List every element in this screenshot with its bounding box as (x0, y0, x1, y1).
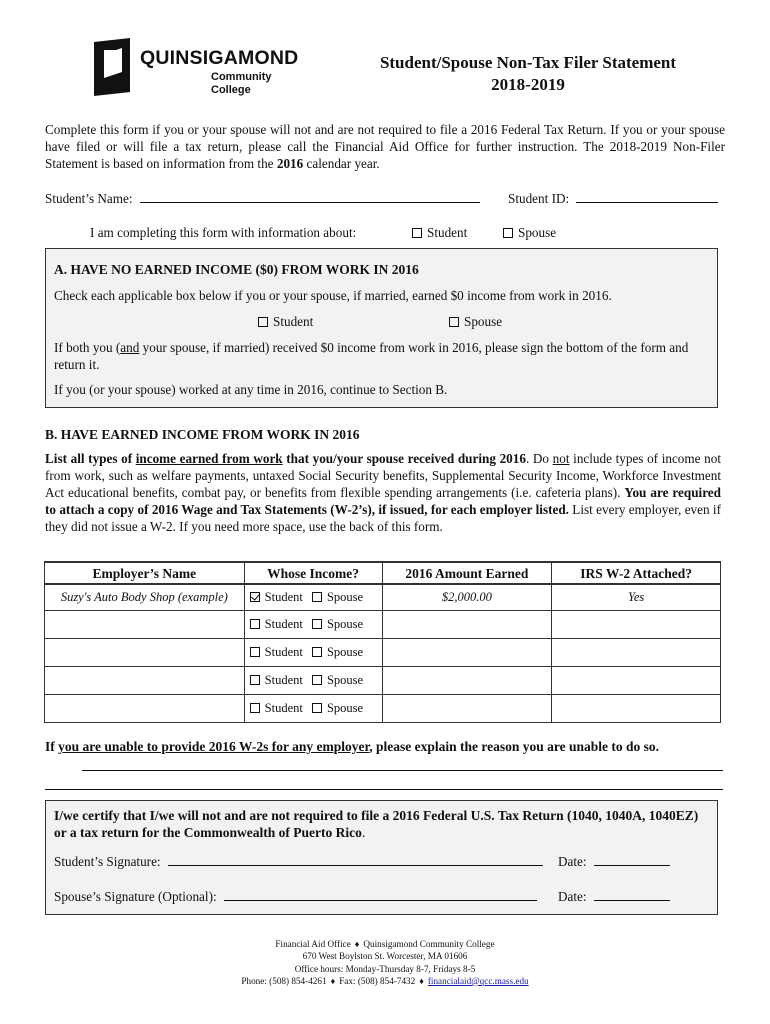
col-employer-header: Employer’s Name (45, 562, 245, 584)
checkbox-icon[interactable] (312, 703, 322, 713)
checkbox-icon[interactable] (312, 592, 322, 602)
checkbox-icon[interactable] (312, 675, 322, 685)
completing-student-option[interactable] (412, 224, 467, 241)
b-text-b: include types of income not from work, such as welfare payments, untaxed Social Security benefits, Supplemental Security Income, Workforce Investment Act educational benefits, combat pay, or benefits from flexible spending arrangements (i.e. cafeteria plans). (45, 451, 721, 500)
checked-checkbox-icon[interactable] (250, 592, 260, 602)
col-whose-header: Whose Income? (244, 562, 382, 584)
w2-cell[interactable] (552, 666, 721, 694)
explain-field-line-1[interactable] (82, 770, 723, 771)
student-signature-field[interactable] (168, 853, 543, 866)
cert-text-a: I/we certify that I/we will not and are not required to file a 2016 Federal U.S. Tax Return (1040, 1040A, 1040EZ) or a tax return for the Commonwealth of Puerto Rico (54, 808, 699, 840)
both-text-and: and (120, 340, 140, 355)
example-employer: Suzy's Auto Body Shop (example) (45, 584, 245, 610)
intro-year: 2016 (276, 156, 304, 171)
student-id-label: Student ID: (508, 191, 570, 206)
w2-cell[interactable] (552, 638, 721, 666)
b-text-a: . Do (525, 451, 553, 466)
b-bold-b: that you/your spouse received during 2016 (282, 451, 526, 466)
whose-income-cell (244, 694, 382, 722)
w2-cell[interactable] (552, 610, 721, 638)
student-date-row (558, 853, 670, 870)
logo-subtitle: Community College (211, 71, 272, 96)
explain-field-line-2[interactable] (45, 789, 723, 790)
b-not: not (552, 451, 570, 466)
checkbox-icon[interactable] (258, 317, 268, 327)
whose-income-cell (244, 638, 382, 666)
form-title-block (345, 52, 711, 96)
footer (150, 938, 620, 987)
form-year: 2018-2019 (491, 75, 565, 94)
spouse-date-field[interactable] (594, 888, 670, 901)
footer-office: Financial Aid Office (275, 939, 351, 949)
employer-cell[interactable] (45, 610, 245, 638)
checkbox-icon[interactable] (250, 619, 260, 629)
col-w2-header: IRS W-2 Attached? (552, 562, 721, 584)
section-a-spouse-label: Spouse (464, 314, 503, 329)
student-name-row (45, 190, 480, 207)
logo-name: QUINSIGAMOND (140, 47, 299, 69)
student-signature-row (54, 853, 543, 870)
b-bold-underline: income earned from work (135, 451, 283, 466)
spouse-signature-row (54, 888, 537, 905)
student-id-field[interactable] (576, 190, 718, 203)
student-name-label: Student’s Name: (45, 191, 133, 206)
footer-address: 670 West Boylston St. Worcester, MA 01606 (302, 951, 468, 962)
student-id-row (508, 190, 718, 207)
footer-college: Quinsigamond Community College (363, 939, 495, 949)
employer-cell[interactable] (45, 694, 245, 722)
amount-cell[interactable] (382, 610, 552, 638)
section-a-student-option[interactable] (258, 313, 313, 330)
student-name-field[interactable] (140, 190, 480, 203)
checkbox-icon[interactable] (449, 317, 459, 327)
opt-student-label: Student (264, 616, 303, 631)
section-a-spouse-option[interactable] (449, 313, 502, 330)
b-text-c: List every employer, even if they did not issue a W-2. If you need more space, use the back of this form. (45, 502, 721, 534)
certification-box (45, 800, 718, 915)
amount-cell[interactable] (382, 666, 552, 694)
section-b-title: B. HAVE EARNED INCOME FROM WORK IN 2016 (45, 427, 360, 442)
certification-text (54, 807, 704, 841)
spouse-date-row (558, 888, 670, 905)
opt-spouse-label: Spouse (326, 672, 364, 687)
table-row (45, 666, 721, 694)
cert-text-b: . (361, 825, 366, 840)
opt-spouse-label: Spouse (326, 589, 364, 604)
opt-student-label: Student (264, 700, 303, 715)
section-a-worked-text: If you (or your spouse) worked at any time in 2016, continue to Section B. (54, 382, 448, 397)
col-amount-header: 2016 Amount Earned (382, 562, 552, 584)
section-a-student-label: Student (273, 314, 314, 329)
table-row (45, 610, 721, 638)
student-signature-label: Student’s Signature: (54, 854, 161, 869)
checkbox-icon[interactable] (250, 647, 260, 657)
completing-label: I am completing this form with information about: (90, 225, 357, 240)
intro-paragraph (45, 121, 725, 172)
employer-table (44, 561, 721, 723)
opt-spouse-label: Spouse (326, 700, 364, 715)
explain-after: , please explain the reason you are unable to do so. (369, 739, 660, 754)
whose-income-cell (244, 666, 382, 694)
diamond-icon: ♦ (330, 975, 336, 986)
door-logo-icon (92, 38, 134, 96)
section-a-box (45, 248, 718, 408)
completing-student-label: Student (427, 225, 468, 240)
table-row (45, 694, 721, 722)
section-a-both-text (54, 339, 704, 373)
checkbox-icon[interactable] (412, 228, 422, 238)
employer-cell[interactable] (45, 666, 245, 694)
footer-hours: Office hours: Monday-Thursday 8-7, Fridays 8-5 (294, 963, 476, 974)
footer-line-1 (150, 938, 620, 950)
checkbox-icon[interactable] (250, 703, 260, 713)
footer-line-4 (150, 975, 620, 987)
explain-text (45, 738, 723, 756)
footer-phone: Phone: (508) 854-4261 (241, 975, 327, 986)
opt-student-label: Student (264, 589, 303, 604)
b-bold-a: List all types of (45, 451, 136, 466)
opt-spouse-label: Spouse (326, 644, 364, 659)
section-a-title: A. HAVE NO EARNED INCOME ($0) FROM WORK IN 2016 (54, 262, 419, 277)
footer-fax: Fax: (508) 854-7432 (339, 975, 416, 986)
both-text-a: If both you ( (54, 340, 121, 355)
checkbox-icon[interactable] (250, 675, 260, 685)
checkbox-icon[interactable] (312, 619, 322, 629)
explain-underlined: you are unable to provide 2016 W-2s for any employer (58, 739, 370, 754)
spouse-signature-label: Spouse’s Signature (Optional): (54, 889, 217, 904)
amount-cell[interactable] (382, 638, 552, 666)
example-attached: Yes (552, 584, 721, 610)
intro-text-end: calendar year. (303, 156, 380, 171)
table-row (45, 584, 721, 610)
opt-student-label: Student (264, 672, 303, 687)
w2-cell[interactable] (552, 694, 721, 722)
section-a-instruction: Check each applicable box below if you or your spouse, if married, earned $0 income from work in 2016. (54, 288, 612, 303)
diamond-icon: ♦ (419, 975, 424, 986)
footer-email-link[interactable]: financialaid@qcc.mass.edu (427, 975, 529, 986)
form-title: Student/Spouse Non-Tax Filer Statement (379, 53, 677, 72)
example-amount: $2,000.00 (382, 584, 552, 610)
opt-spouse-label: Spouse (326, 616, 364, 631)
amount-cell[interactable] (382, 694, 552, 722)
table-header-row (45, 562, 721, 584)
completing-spouse-option[interactable] (503, 224, 556, 241)
b-bold-c: You are required to attach a copy of 2016 Wage and Tax Statements (W-2’s), if issued, for each employer listed. (45, 485, 721, 517)
table-row (45, 638, 721, 666)
completing-row (90, 224, 356, 241)
diamond-icon: ♦ (354, 939, 360, 949)
completing-spouse-label: Spouse (518, 225, 557, 240)
both-text-b: your spouse, if married) received $0 income from work in 2016, please sign the bottom of the form and return it. (54, 340, 689, 372)
explain-before: If (45, 739, 59, 754)
spouse-signature-field[interactable] (224, 888, 537, 901)
college-logo (92, 38, 312, 96)
spouse-date-label: Date: (558, 889, 587, 904)
checkbox-icon[interactable] (503, 228, 513, 238)
whose-income-cell (244, 610, 382, 638)
opt-student-label: Student (264, 644, 303, 659)
employer-cell[interactable] (45, 638, 245, 666)
section-b-paragraph (45, 450, 721, 535)
intro-text: Complete this form if you or your spouse will not and are not required to file a 2016 Federal Tax Return. If you or your spouse have filed or will file a tax return, please call the Financial Aid Office for further instruction. The 2018-2019 Non-Filer Statement is based on information from the (45, 122, 725, 171)
whose-income-cell (244, 584, 382, 610)
checkbox-icon[interactable] (312, 647, 322, 657)
student-date-label: Date: (558, 854, 587, 869)
student-date-field[interactable] (594, 853, 670, 866)
